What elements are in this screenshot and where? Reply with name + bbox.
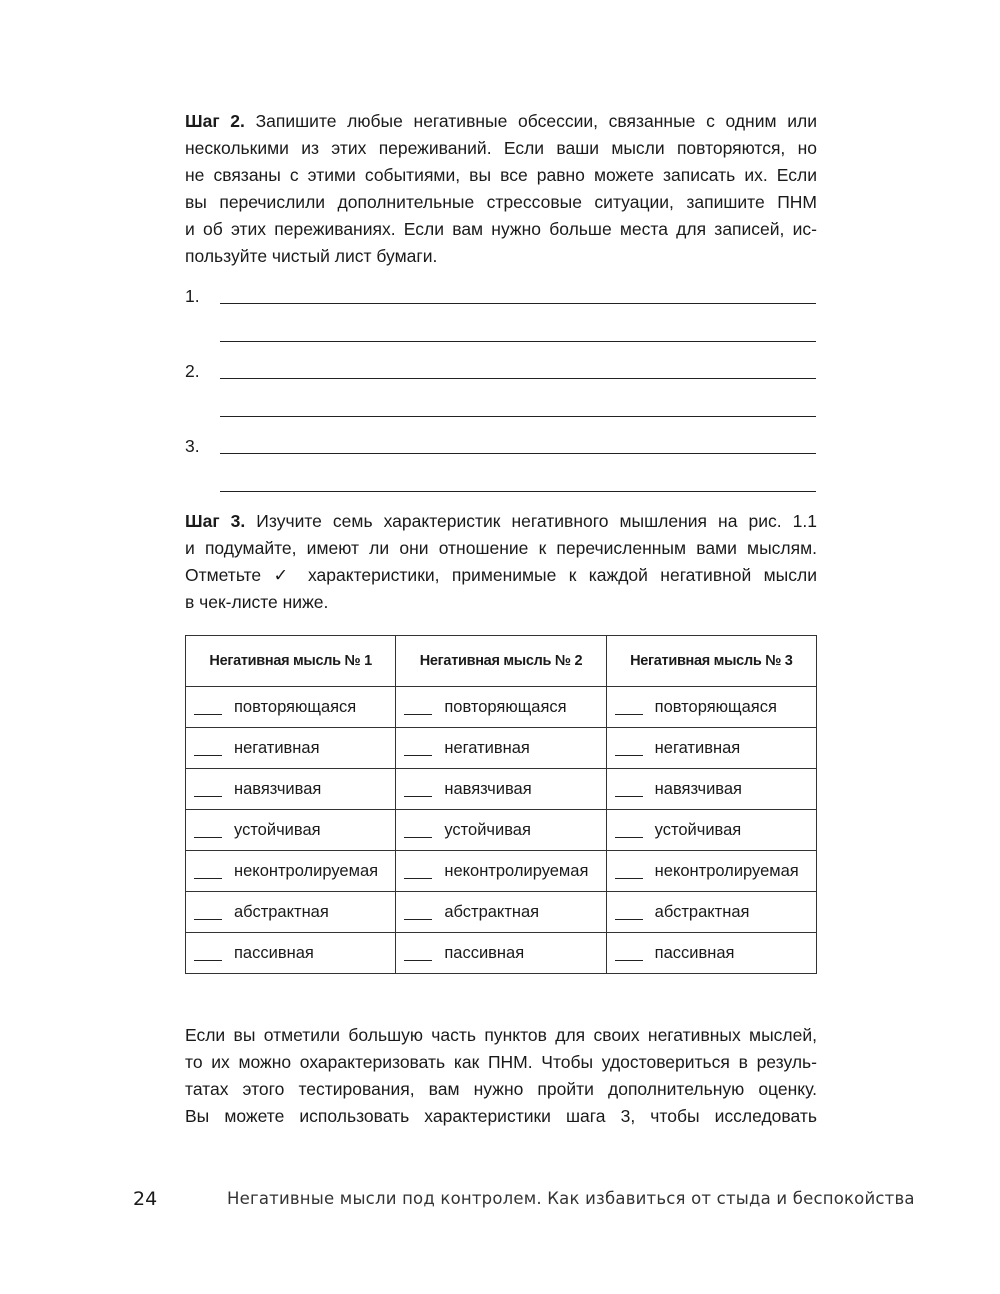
answer-number-3: 3. xyxy=(185,436,200,456)
checklist-cell xyxy=(396,728,606,769)
check-blank[interactable] xyxy=(194,713,222,715)
checklist-cell xyxy=(606,769,816,810)
checklist-cell xyxy=(606,933,816,974)
check-blank[interactable] xyxy=(194,836,222,838)
characteristic-label: неконтролируемая xyxy=(654,861,799,880)
characteristic-label: пассивная xyxy=(444,943,525,962)
conclusion-line-4: Вы можете использовать характеристики шага 3, чтобы исследовать xyxy=(185,1106,817,1126)
step2-line-4: вы перечислили дополнительные стрессовые ситуации, запишите ПНМ xyxy=(185,192,817,212)
characteristic-label: устойчивая xyxy=(444,820,531,839)
characteristic-label: пассивная xyxy=(234,943,314,962)
check-blank[interactable] xyxy=(615,918,643,920)
answer-2-line-2[interactable] xyxy=(220,416,816,417)
checklist-cell xyxy=(396,810,606,851)
checklist-header-row xyxy=(186,636,817,687)
check-blank[interactable] xyxy=(194,754,222,756)
checklist-row xyxy=(186,687,817,728)
checklist-cell xyxy=(396,687,606,728)
checklist-cell xyxy=(396,769,606,810)
step3-line-1 xyxy=(185,508,817,535)
checklist-cell xyxy=(606,728,816,769)
checklist-row xyxy=(186,769,817,810)
checklist-row xyxy=(186,810,817,851)
check-blank[interactable] xyxy=(615,959,643,961)
check-blank[interactable] xyxy=(615,754,643,756)
check-blank[interactable] xyxy=(194,795,222,797)
conclusion-line-1: Если вы отметили большую часть пунктов для своих негативных мыслей, xyxy=(185,1025,817,1045)
check-blank[interactable] xyxy=(404,836,432,838)
answer-1-line-1[interactable] xyxy=(220,303,816,304)
check-blank[interactable] xyxy=(615,713,643,715)
checklist-cell xyxy=(396,892,606,933)
check-blank[interactable] xyxy=(194,877,222,879)
characteristic-label: устойчивая xyxy=(234,820,321,839)
checklist-row xyxy=(186,892,817,933)
step2-line-5: и об этих переживаниях. Если вам нужно больше места для записей, ис- xyxy=(185,219,817,239)
characteristic-label: навязчивая xyxy=(234,779,322,798)
checklist-header-3: Негативная мысль № 3 xyxy=(606,636,816,687)
checklist-cell xyxy=(186,769,396,810)
checklist-header-2: Негативная мысль № 2 xyxy=(396,636,606,687)
checklist-cell xyxy=(186,933,396,974)
running-title: Негативные мысли под контролем. Как избавиться от стыда и беспокойства xyxy=(227,1189,915,1208)
check-blank[interactable] xyxy=(404,754,432,756)
characteristic-label: навязчивая xyxy=(654,779,742,798)
answer-number-1: 1. xyxy=(185,286,200,306)
step3-line-3: Отметьте ✓ характеристики, применимые к каждой негативной мысли xyxy=(185,565,817,585)
answer-2-line-1[interactable] xyxy=(220,378,816,379)
check-blank[interactable] xyxy=(194,959,222,961)
checklist-cell xyxy=(606,892,816,933)
characteristic-label: устойчивая xyxy=(654,820,742,839)
characteristic-label: навязчивая xyxy=(444,779,532,798)
step3-paragraph xyxy=(185,508,817,616)
checklist-cell xyxy=(186,728,396,769)
checklist-table xyxy=(185,635,817,974)
checklist-row xyxy=(186,728,817,769)
answer-3-line-1[interactable] xyxy=(220,453,816,454)
check-blank[interactable] xyxy=(615,795,643,797)
step3-label: Шаг 3. xyxy=(185,511,246,531)
check-blank[interactable] xyxy=(404,959,432,961)
checklist-cell xyxy=(606,687,816,728)
checklist-row xyxy=(186,933,817,974)
checklist-row xyxy=(186,851,817,892)
step3-line-1-text: Изучите семь характеристик негативного мышления на рис. 1.1 xyxy=(256,511,817,531)
characteristic-label: абстрактная xyxy=(444,902,540,921)
checklist-header-1: Негативная мысль № 1 xyxy=(186,636,396,687)
check-blank[interactable] xyxy=(404,795,432,797)
step3-line-2: и подумайте, имеют ли они отношение к перечисленным вами мыслям. xyxy=(185,538,817,558)
step2-line-1-text: Запишите любые негативные обсессии, связанные с одним или xyxy=(255,111,817,131)
characteristic-label: повторяющаяся xyxy=(444,697,567,716)
step2-label: Шаг 2. xyxy=(185,111,245,131)
page-number: 24 xyxy=(133,1188,158,1210)
conclusion-line-3: татах этого тестирования, вам нужно пройти дополнительную оценку. xyxy=(185,1079,817,1099)
answer-1-line-2[interactable] xyxy=(220,341,816,342)
check-blank[interactable] xyxy=(615,836,643,838)
conclusion-paragraph xyxy=(185,1022,817,1130)
step2-line-1 xyxy=(185,108,817,135)
step2-line-3: не связаны с этими событиями, вы все равно можете записать их. Если xyxy=(185,165,817,185)
characteristic-label: повторяющаяся xyxy=(234,697,357,716)
checklist-cell xyxy=(396,851,606,892)
step2-paragraph xyxy=(185,108,817,270)
check-blank[interactable] xyxy=(404,713,432,715)
characteristic-label: неконтролируемая xyxy=(444,861,589,880)
step3-line-4: в чек-листе ниже. xyxy=(185,592,329,612)
answer-3-line-2[interactable] xyxy=(220,491,816,492)
characteristic-label: негативная xyxy=(444,738,530,757)
step2-line-2: несколькими из этих переживаний. Если ваши мысли повторяются, но xyxy=(185,138,817,158)
conclusion-line-2: то их можно охарактеризовать как ПНМ. Чтобы удостовериться в резуль- xyxy=(185,1052,817,1072)
check-blank[interactable] xyxy=(404,918,432,920)
characteristic-label: пассивная xyxy=(654,943,735,962)
checklist-cell xyxy=(186,851,396,892)
checklist-cell xyxy=(186,892,396,933)
characteristic-label: абстрактная xyxy=(234,902,329,921)
check-blank[interactable] xyxy=(615,877,643,879)
checklist-cell xyxy=(186,810,396,851)
check-blank[interactable] xyxy=(404,877,432,879)
checklist-body xyxy=(186,687,817,974)
answer-number-2: 2. xyxy=(185,361,200,381)
checklist-cell xyxy=(606,851,816,892)
characteristic-label: неконтролируемая xyxy=(234,861,379,880)
characteristic-label: абстрактная xyxy=(654,902,750,921)
characteristic-label: негативная xyxy=(234,738,320,757)
check-blank[interactable] xyxy=(194,918,222,920)
characteristic-label: повторяющаяся xyxy=(654,697,777,716)
checklist-cell xyxy=(396,933,606,974)
checklist-cell xyxy=(186,687,396,728)
checklist-cell xyxy=(606,810,816,851)
characteristic-label: негативная xyxy=(654,738,741,757)
step2-line-6: пользуйте чистый лист бумаги. xyxy=(185,246,438,266)
